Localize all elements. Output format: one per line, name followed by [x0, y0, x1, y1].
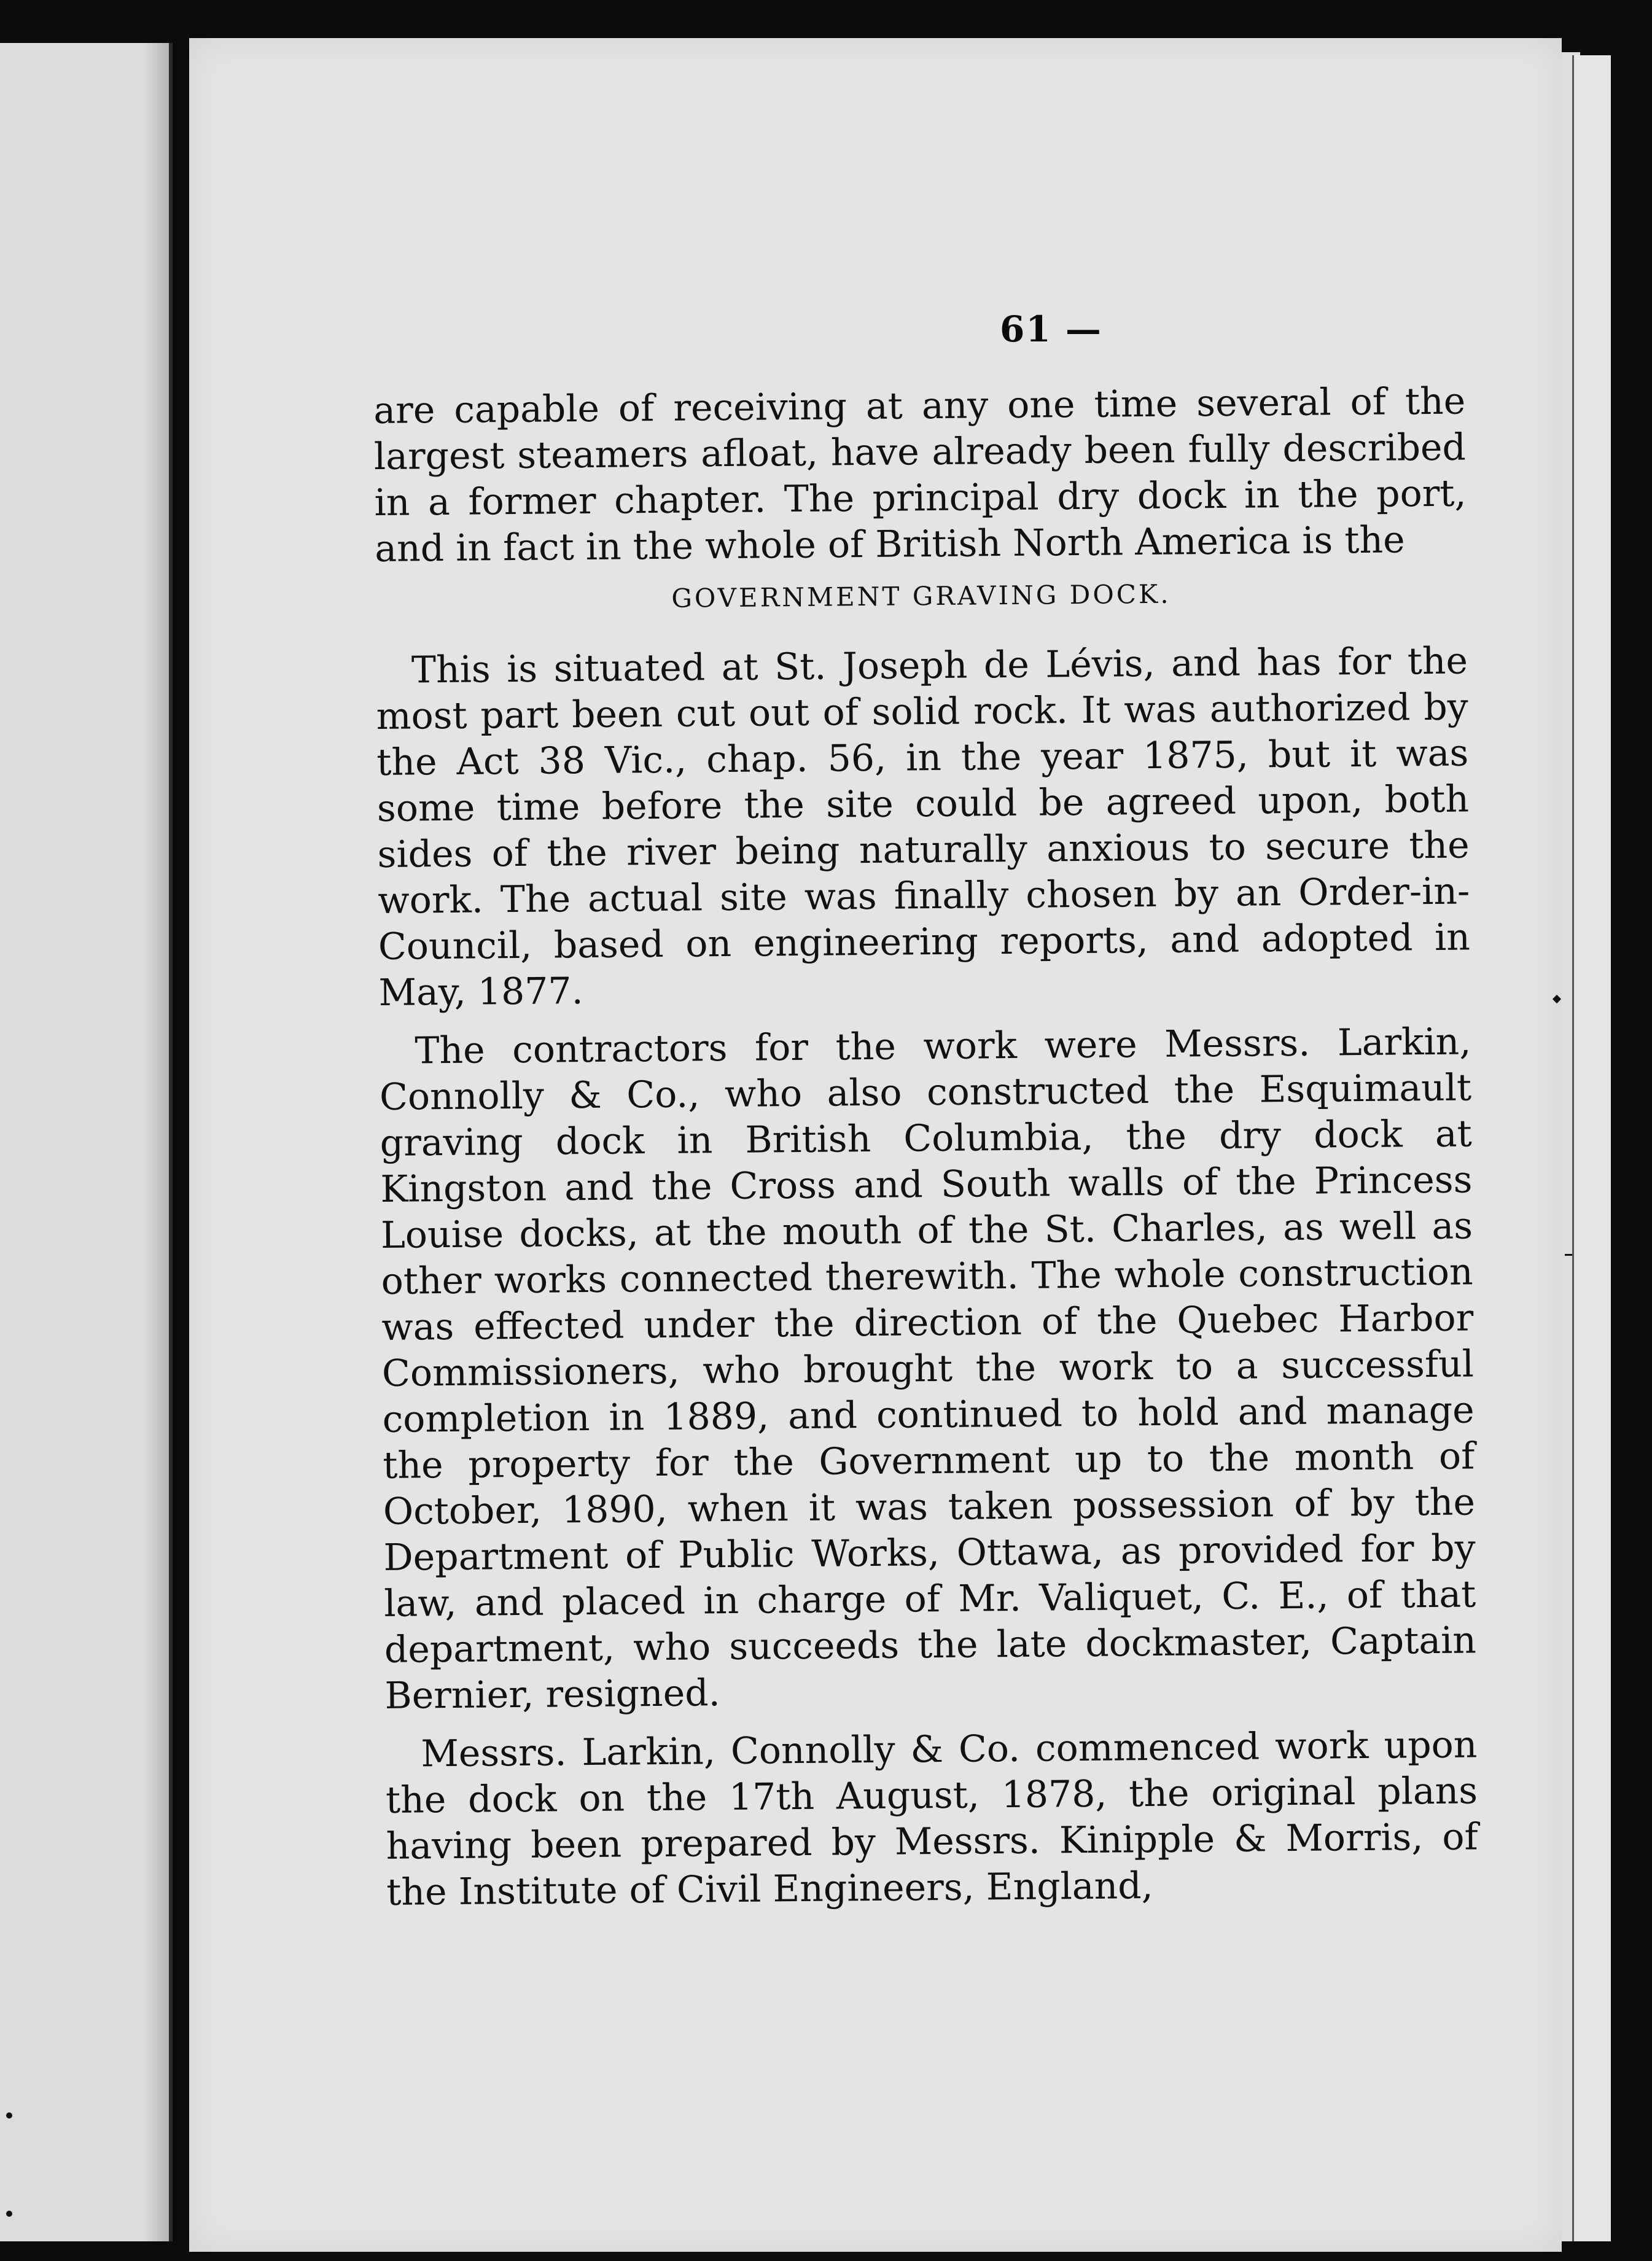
paragraph-commencement: Messrs. Larkin, Connolly & Co. commenced work upon the dock on the 17th August, 1878, the original plans having been prepared by Messrs. Kinipple & Morris, of the Institute of Civil Engineers, England,	[385, 1723, 1478, 1914]
page-number: 61 —	[1000, 308, 1102, 350]
margin-mark	[1553, 995, 1561, 1003]
paragraph-contractors: The contractors for the work were Messrs. Larkin, Connolly & Co., who also constructed the Esquimault graving dock in British Columbia, the dry dock at Kingston and the Cross and South walls of the Princess Louise docks, at the mouth of the St. Charles, as well as other works connected therewith. The whole construction was effected under the direction of the Quebec Harbor Commissioners, who brought the work to a successful completion in 1889, and continued to hold and manage the property for the Government up to the month of October, 1890, when it was taken possession of by the Department of Public Works, Ottawa, as provided for by law, and placed in charge of Mr. Valiquet, C. E., of that department, who succeeds the late dockmaster, Captain Bernier, resigned.	[379, 1020, 1477, 1718]
page-text	[373, 378, 1479, 1915]
ink-speck	[6, 2112, 12, 2119]
page-stack-edge	[1572, 55, 1611, 2241]
book-page	[189, 38, 1562, 2252]
facing-page-edge	[0, 43, 173, 2241]
section-heading: GOVERNMENT GRAVING DOCK.	[671, 578, 1171, 613]
margin-mark	[1565, 1254, 1572, 1256]
opening-paragraph: are capable of receiving at any one time several of the largest steamers afloat, have already been fully described in a former chapter. The principal dry dock in the port, and in fact in the whole of British North America is the	[373, 379, 1467, 570]
paragraph-site: This is situated at St. Joseph de Lévis, and has for the most part been cut out of solid rock. It was authorized by the Act 38 Vic., chap. 56, in the year 1875, but it was some time before the site could be agreed upon, both sides of the river being naturally anxious to secure the work. The actual site was finally chosen by an Order-in-Council, based on engineering reports, and adopted in May, 1877.	[376, 639, 1471, 1014]
ink-speck	[6, 2211, 12, 2217]
gutter-shadow	[144, 43, 169, 2241]
